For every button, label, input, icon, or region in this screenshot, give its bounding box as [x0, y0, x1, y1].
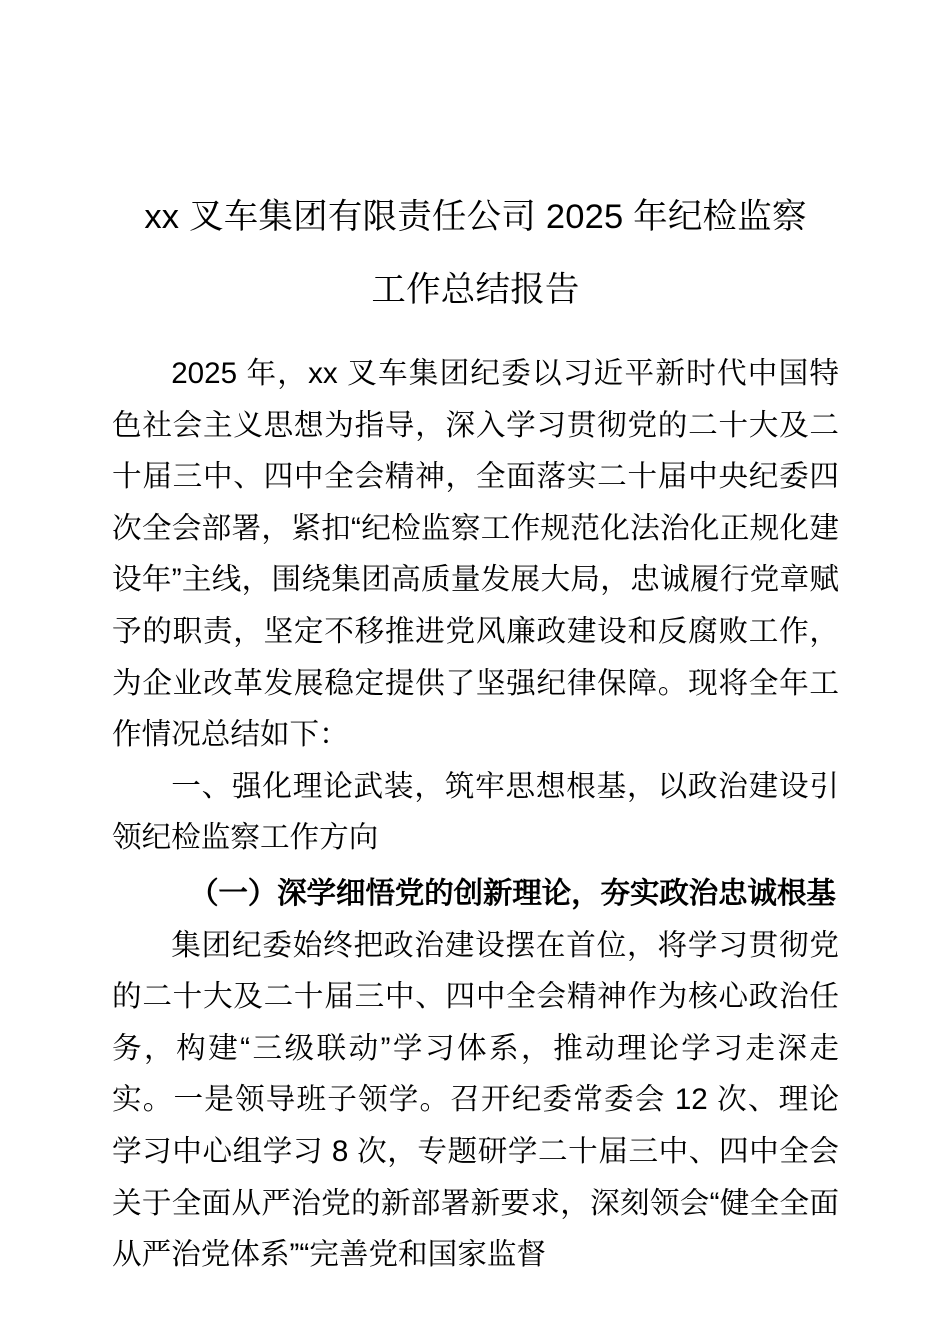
intro-paragraph: 2025 年，xx 叉车集团纪委以习近平新时代中国特色社会主义思想为指导，深入学习贯彻党的二十大及二十届三中、四中全会精神，全面落实二十届中央纪委四次全会部署，紧扣“纪检监察工作规范化法治化正规化建设年”主线，围绕集团高质量发展大局，忠诚履行党章赋予的职责，坚定不移推进党风廉政建设和反腐败工作，为企业改革发展稳定提供了坚强纪律保障。现将全年工作情况总结如下：: [112, 357, 839, 752]
document-title-line-2: 工作总结报告: [371, 271, 580, 309]
document-content: [112, 0, 839, 1281]
document-title-line-1: xx 叉车集团有限责任公司 2025 年纪检监察: [144, 198, 807, 236]
section-heading-1: 一、强化理论武装，筑牢思想根基，以政治建设引领纪检监察工作方向: [112, 769, 839, 855]
subsection-heading-1-1: （一）深学细悟党的创新理论，夯实政治忠诚根基: [188, 876, 836, 910]
body-paragraph-1: 集团纪委始终把政治建设摆在首位，将学习贯彻党的二十大及二十届三中、四中全会精神作为核心政治任务，构建“三级联动”学习体系，推动理论学习走深走实。一是领导班子领学。召开纪委常委会 12 次、理论学习中心组学习 8 次，专题研学二十届三中、四中全会关于全面从严治党的新部署新要求，深刻领会“健全全面从严治党体系”“完善党和国家监督: [112, 928, 839, 1272]
document-title: [112, 0, 839, 327]
